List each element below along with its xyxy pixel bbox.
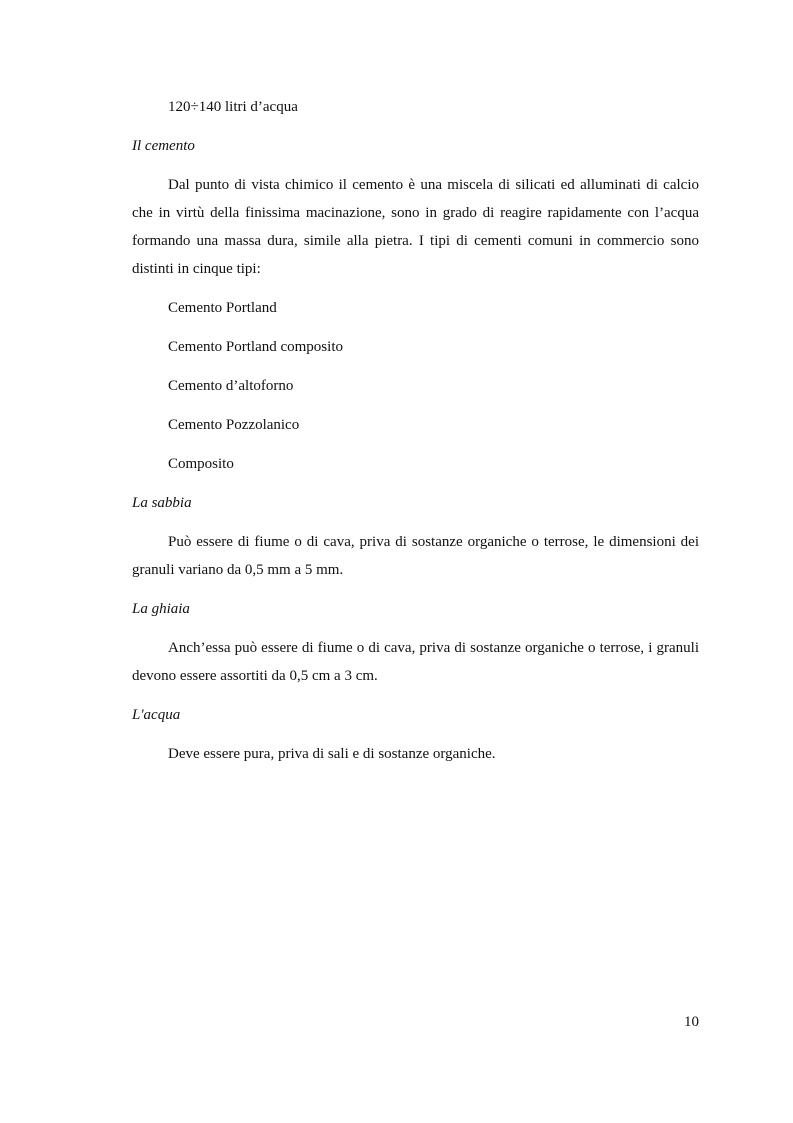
heading-sabbia: La sabbia <box>132 495 192 511</box>
page-body <box>132 93 699 768</box>
paragraph-cemento: Dal punto di vista chimico il cemento è una miscela di silicati ed alluminati di calcio che in virtù della finissima macinazione, sono in grado di reagire rapidamente con l’acqua formando una massa dura, simile alla pietra. I tipi di cementi comuni in commercio sono distinti in cinque tipi: <box>132 177 699 277</box>
heading-cemento: Il cemento <box>132 138 195 154</box>
cement-type-item: Cemento Pozzolanico <box>168 417 300 433</box>
paragraph-sabbia: Può essere di fiume o di cava, priva di sostanze organiche o terrose, le dimensioni dei granuli variano da 0,5 mm a 5 mm. <box>132 534 699 578</box>
page-number: 10 <box>684 1014 699 1030</box>
cement-type-item: Cemento Portland <box>168 300 277 316</box>
cement-type-item: Composito <box>168 456 234 472</box>
heading-ghiaia: La ghiaia <box>132 601 190 617</box>
paragraph-acqua: Deve essere pura, priva di sali e di sostanze organiche. <box>168 746 496 762</box>
paragraph-ghiaia: Anch’essa può essere di fiume o di cava, priva di sostanze organiche o terrose, i granuli devono essere assortiti da 0,5 cm a 3 cm. <box>132 640 699 684</box>
heading-acqua: L'acqua <box>132 707 181 723</box>
cement-type-item: Cemento Portland composito <box>168 339 343 355</box>
cement-type-item: Cemento d’altoforno <box>168 378 294 394</box>
intro-line: 120÷140 litri d’acqua <box>168 99 298 115</box>
